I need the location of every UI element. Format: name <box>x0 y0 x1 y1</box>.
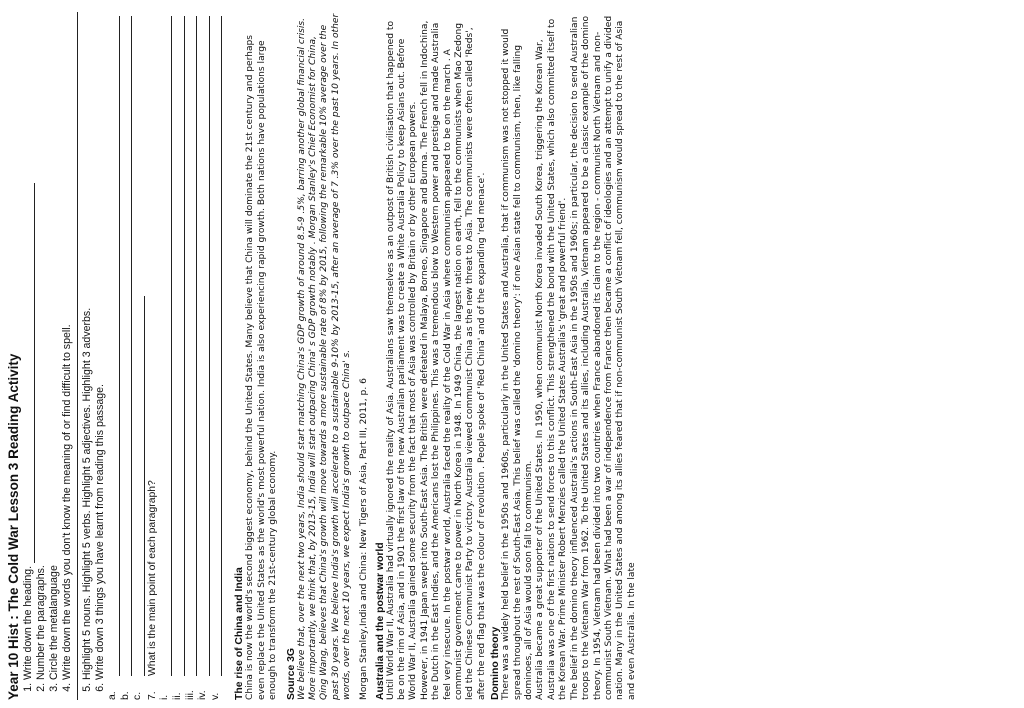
instruction-list <box>22 12 74 700</box>
task-item <box>94 12 107 680</box>
answer-numeral: i. <box>159 694 171 700</box>
answer-row-b <box>120 12 133 700</box>
postwar-paragraph-1: Until World War II, Australia had virtually ignored the reality of Asia. Australians saw themselves as an outpost of British civilisation that happened to be on the rim of Asia, and in 1901 the first law of the new Australian parliament was to create a White Australia Policy to keep Asians out. Before World War II, Australia gained some security from the fact that most of Asia was controlled by Britain or by other European powers. <box>385 20 419 700</box>
source-heading: Source 3G <box>285 648 297 700</box>
domino-heading: Domino theory <box>490 626 502 700</box>
instruction-item <box>35 12 48 680</box>
answer-row-iii <box>185 12 198 700</box>
instruction-item <box>22 12 35 680</box>
instruction-text: Circle the metalanguage <box>48 565 60 680</box>
source-citation: Morgan Stanley,India and China: New Tigers of Asia, Part III, 2011, p. 6 <box>358 378 369 700</box>
answer-line <box>186 16 197 676</box>
rise-paragraph: China is now the world's second biggest economy, behind the United States. Many believe that China will dominate the 21st century and perhaps even replace the United States as the world's most powerful nation. India is also experiencing rapid growth. Both nations have populations large enough to transform the 21st-century global economy. <box>245 34 279 700</box>
task-text: Write down 3 things you have learnt from reading this passage. <box>94 383 106 680</box>
answer-letter: c. <box>132 691 144 700</box>
answer-line <box>211 16 222 676</box>
task-text: Highlight 5 nouns. Highlight 5 verbs. Highlight 5 adjectives. Highlight 3 adverbs. <box>81 307 93 680</box>
answer-line <box>134 296 145 676</box>
answer-row-c <box>132 12 145 700</box>
instruction-item <box>61 12 74 680</box>
answer-line <box>109 16 120 676</box>
answer-line <box>199 16 210 676</box>
answer-numeral: ii. <box>171 692 183 700</box>
instruction-text: Write down the heading. <box>22 565 34 680</box>
worksheet-title: Year 10 Hist : The Cold War Lesson 3 Reading Activity <box>6 353 21 700</box>
instruction-item <box>48 12 61 680</box>
answer-row-v <box>210 12 223 700</box>
answer-row-iv <box>197 12 210 700</box>
question-text: What is the main point of each paragraph? <box>146 480 158 676</box>
postwar-heading: Australia and the postwar world <box>374 542 386 700</box>
rise-heading: The rise of China and India <box>234 567 246 700</box>
question-number: 7. <box>146 691 158 700</box>
postwar-paragraph-2: However, in 1941 Japan swept into South-East Asia. The British were defeated in Malaya, Borneo, Singapore and Burma. The French fell in Indochina, the Dutch in the East Indies, and the Americans lost the Philippines. This was a tremendous blow to Western power and prestige and made Australia feel very insecure. In the postwar world, Australia faced the reality of the Cold War in Asia where communism appeared to be on the march . A communist government came to power in North Korea in 1948. In 1949 China, the largest nation on earth, fell to the communists when Mao Zedong led the Chinese Communist Party to victory. Australia viewed communist China as the new threat to Asia. The communists were often called 'Reds', after the red flag that was the colour of revolution . People spoke of 'Red China' and of the expanding 'red menace'. <box>419 20 487 700</box>
domino-paragraph-1: There was a widely held belief in the 1950s and 1960s, particularly in the United States and Australia, that if communism was not stopped it would spread throughout the rest of South-East Asia. This belief was called the 'domino theory': if one Asian state fell to communism, then, like falling dominoes, all of Asia would soon fall to communism. <box>501 28 535 700</box>
answer-line <box>24 183 35 563</box>
answer-numeral: iv. <box>197 690 209 700</box>
task-item <box>81 12 94 680</box>
answer-line <box>161 16 172 676</box>
answer-numeral: iii. <box>184 690 196 700</box>
task-list <box>81 12 107 700</box>
source-quote: We believe that, over the next two years, India should start matching China's GDP growth of around 8.5-9 .5%, barring another global financial crisis. More importantly, we think that, by 2013-15, India will start outpacing China' s GDP growth notably . Morgan Stanley's Chief Economist for China, Qing Wang, believes that China's growth will move towards a more sustainable rate of 8% by 2015, following the remarkable 10% average over the past 30 years. We believe India's growth will accelerate to a sustainable 9-10% by 2013-15, after an average of 7 .3% over the past 10 years. In other words, over the next 10 years, we expect India's growth to outpace China' s. <box>296 13 353 700</box>
answer-line <box>121 16 132 676</box>
domino-paragraph-3: The belief in the domino theory influenced Australia's actions in South-East Asia in the 1950s and 1960s; in particular, the decision to send Australian troops to the Vietnam War from 1962. To the United States and its allies, including Australia, Vietnam appeared to be a classic example of the domino theory. In 1954, Vietnam had been divided into two countries when France abandoned its claim to the region - communist North Vietnam and non-communist South Vietnam. What had been a war of independence from France then became a conflict of ideologies and an attempt to unify a divided nation. Many in the United States and among its allies feared that if non-communist South Vietnam fell, communism would spread to the rest of Asia and even Australia. In the late <box>569 15 637 700</box>
answer-letter: b. <box>119 691 131 700</box>
instruction-text: Number the paragraphs. <box>35 565 47 680</box>
instruction-text: Write down the words you don't know the meaning of or find difficult to spell. <box>61 324 73 680</box>
answer-row-ii <box>172 12 185 700</box>
divider <box>77 12 78 700</box>
answer-letter: a. <box>107 691 118 700</box>
answer-numeral: v. <box>209 692 221 700</box>
question-7 <box>147 12 160 700</box>
answer-row-a <box>107 12 120 700</box>
domino-paragraph-2: Australia became a great supporter of the United States. In 1950, when communist North Korea invaded South Korea, triggering the Korean War, Australia was one of the first nations to send forces to this conflict. This strengthened the bond with the United States, which also committed itself to the Korean War. Prime Minister Robert Menzies called the United States Australia's 'great and powerful friend'. <box>535 18 569 700</box>
answer-row-i <box>159 12 172 700</box>
answer-line <box>174 16 185 676</box>
